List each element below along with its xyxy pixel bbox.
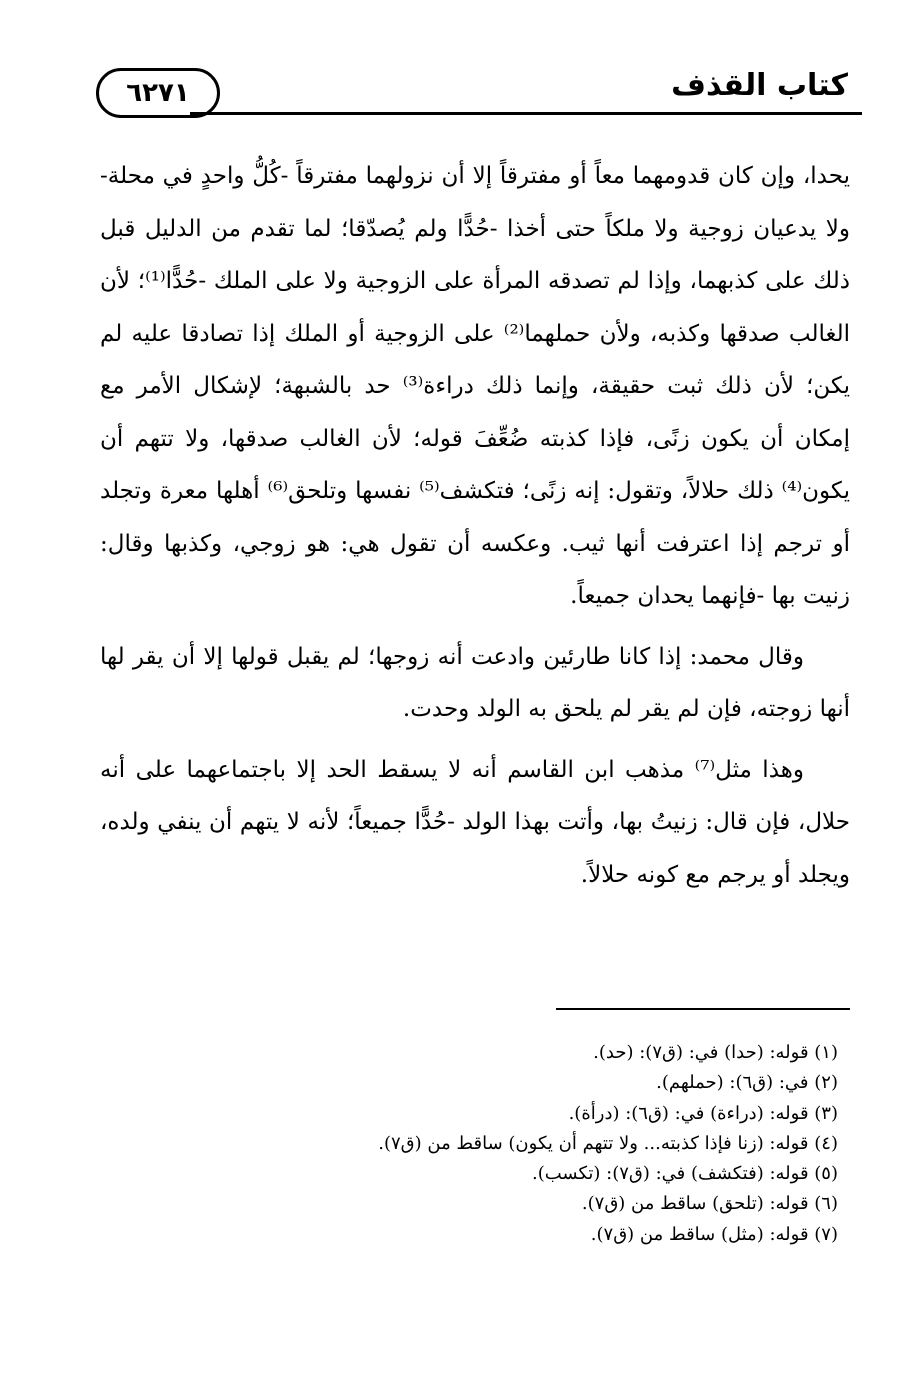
- header-rule: [190, 112, 862, 115]
- page-number: ٦٢٧١: [126, 78, 190, 108]
- footnote: (٢) في: (ق٦): (حملهم).: [656, 1072, 838, 1094]
- paragraph: وهذا مثل⁽⁷⁾ مذهب ابن القاسم أنه لا يسقط الحد إلا باجتماعهما على أنه حلال، فإن قال: زنيتُ بها، وأتت بهذا الولد -حُدًّا جميعاً؛ لأنه لا يتهم أن ينفي ولده، ويجلد أو يرجم مع كونه حلالاً.: [100, 756, 850, 888]
- page-number-badge: [96, 68, 220, 118]
- footnotes: [100, 1038, 838, 1250]
- paragraph: يحدا، وإن كان قدومهما معاً أو مفترقاً إلا أن نزولهما مفترقاً -كُلُّ واحدٍ في محلة- ولا يدعيان زوجية ولا ملكاً حتى أخذا -حُدًّا ولم يُصدّقا؛ لما تقدم من الدليل قبل ذلك على كذبهما، وإذا لم تصدقه المرأة على الزوجية ولا على الملك -حُدًّا⁽¹⁾؛ لأن الغالب صدقها وكذبه، ولأن حملهما⁽²⁾ على الزوجية أو الملك إذا تصادقا عليه لم يكن؛ لأن ذلك ثبت حقيقة، وإنما ذلك دراءة⁽³⁾ حد بالشبهة؛ لإشكال الأمر مع إمكان أن يكون زنًى، فإذا كذبته ضُعِّفَ قوله؛ لأن الغالب صدقها، ولا تتهم أن يكون⁽⁴⁾ ذلك حلالاً، وتقول: إنه زنًى؛ فتكشف⁽⁵⁾ نفسها وتلحق⁽⁶⁾ أهلها معرة وتجلد أو ترجم إذا اعترفت أنها ثيب. وعكسه أن تقول هي: هو زوجي، وكذبها وقال: زنيت بها -فإنهما يحدان جميعاً.: [100, 163, 850, 609]
- footnote: (١) قوله: (حدا) في: (ق٧): (حد).: [593, 1042, 838, 1063]
- footnote-separator: [556, 1008, 850, 1010]
- footnote: (٥) قوله: (فتكشف) في: (ق٧): (تكسب).: [531, 1163, 838, 1185]
- paragraph: وقال محمد: إذا كانا طارئين وادعت أنه زوجها؛ لم يقبل قولها إلا أن يقر لها أنها زوجته، فإن لم يقر لم يلحق به الولد وحدت.: [100, 643, 850, 722]
- footnote: (٣) قوله: (دراءة) في: (ق٦): (درأة).: [568, 1102, 838, 1124]
- book-title: كتاب القذف: [671, 68, 848, 103]
- footnote: (٧) قوله: (مثل) ساقط من (ق٧).: [590, 1223, 838, 1245]
- footnote: (٦) قوله: (تلحق) ساقط من (ق٧).: [581, 1193, 838, 1215]
- footnote: (٤) قوله: (زنا فإذا كذبته... ولا تتهم أن يكون) ساقط من (ق٧).: [378, 1132, 838, 1154]
- main-text: [100, 150, 850, 909]
